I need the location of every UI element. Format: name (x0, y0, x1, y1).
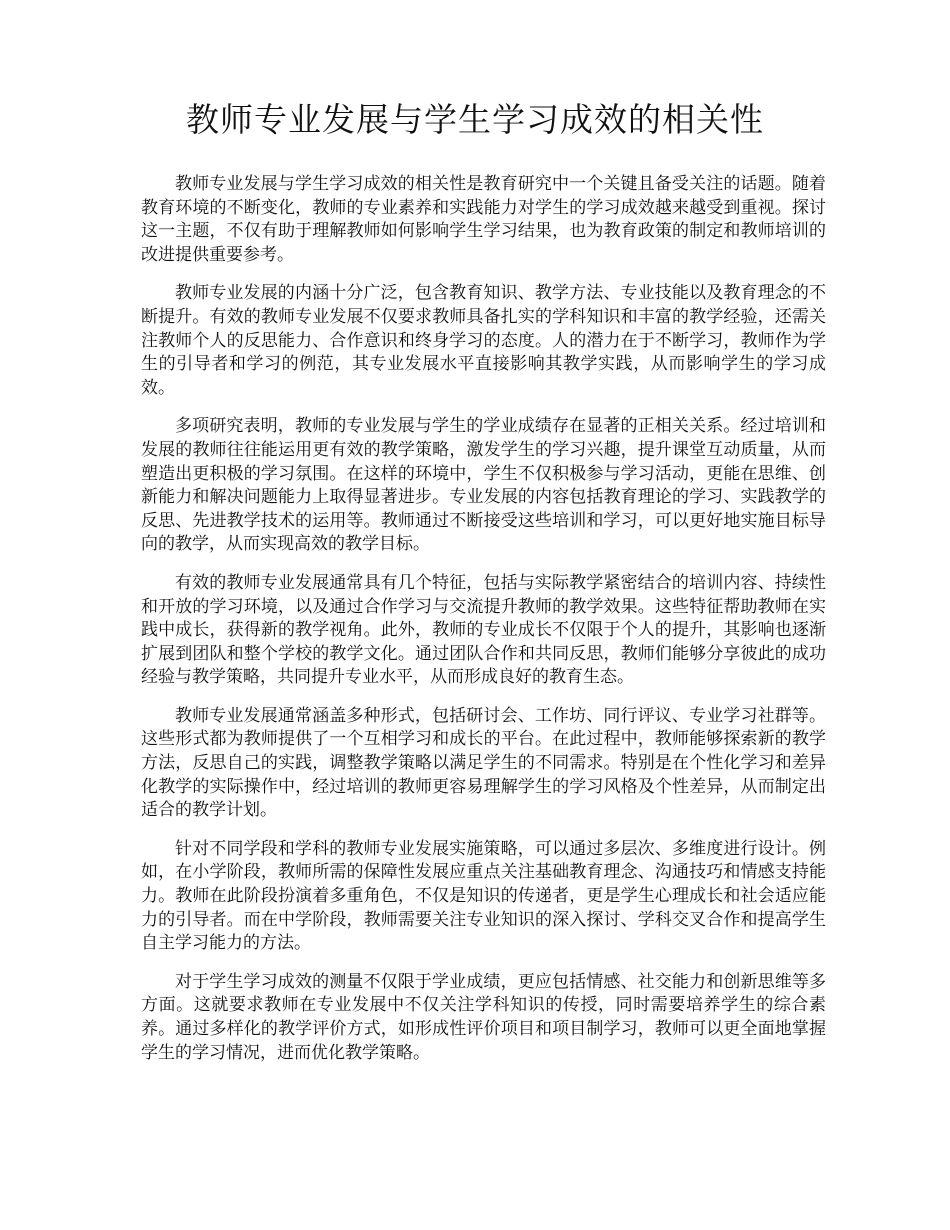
paragraph-2: 教师专业发展的内涵十分广泛，包含教育知识、教学方法、专业技能以及教育理念的不断提升。有效的教师专业发展不仅要求教师具备扎实的学科知识和丰富的教学经验，还需关注教师个人的反思能力、合作意识和终身学习的态度。人的潜力在于不断学习，教师作为学生的引导者和学习的例范，其专业发展水平直接影响其教学实践，从而影响学生的学习成效。 (141, 283, 826, 398)
paragraph-1: 教师专业发展与学生学习成效的相关性是教育研究中一个关键且备受关注的话题。随着教育环境的不断变化，教师的专业素养和实践能力对学生的学习成效越来越受到重视。探讨这一主题，不仅有助于理解教师如何影响学生学习结果，也为教育政策的制定和教师培训的改进提供重要参考。 (141, 174, 826, 265)
paragraph-4: 有效的教师专业发展通常具有几个特征，包括与实际教学紧密结合的培训内容、持续性和开放的学习环境，以及通过合作学习与交流提升教师的教学效果。这些特征帮助教师在实践中成长，获得新的教学视角。此外，教师的专业成长不仅限于个人的提升，其影响也逐渐扩展到团队和整个学校的教学文化。通过团队合作和共同反思，教师们能够分享彼此的成功经验与教学策略，共同提升专业水平，从而形成良好的教育生态。 (141, 572, 826, 688)
document-body (141, 173, 826, 1080)
paragraph-3: 多项研究表明，教师的专业发展与学生的学业成绩存在显著的正相关关系。经过培训和发展的教师往往能运用更有效的教学策略，激发学生的学习兴趣，提升课堂互动质量，从而塑造出更积极的学习氛围。在这样的环境中，学生不仅积极参与学习活动，更能在思维、创新能力和解决问题能力上取得显著进步。专业发展的内容包括教育理论的学习、实践教学的反思、先进教学技术的运用等。教师通过不断接受这些培训和学习，可以更好地实施目标导向的教学，从而实现高效的教学目标。 (141, 416, 826, 555)
paragraph-7: 对于学生学习成效的测量不仅限于学业成绩，更应包括情感、社交能力和创新思维等多方面。这就要求教师在专业发展中不仅关注学科知识的传授，同时需要培养学生的综合素养。通过多样化的教学评价方式，如形成性评价项目和项目制学习，教师可以更全面地掌握学生的学习情况，进而优化教学策略。 (141, 971, 826, 1063)
paragraph-5: 教师专业发展通常涵盖多种形式，包括研讨会、工作坊、同行评议、专业学习社群等。这些形式都为教师提供了一个互相学习和成长的平台。在此过程中，教师能够探索新的教学方法，反思自己的实践，调整教学策略以满足学生的不同需求。特别是在个性化学习和差异化教学的实际操作中，经过培训的教师更容易理解学生的学习风格及个性差异，从而制定出适合的教学计划。 (141, 705, 826, 821)
paragraph-6: 针对不同学段和学科的教师专业发展实施策略，可以通过多层次、多维度进行设计。例如，在小学阶段，教师所需的保障性发展应重点关注基础教育理念、沟通技巧和情感支持能力。教师在此阶段扮演着多重角色，不仅是知识的传递者，更是学生心理成长和社会适应能力的引导者。而在中学阶段，教师需要关注专业知识的深入探讨、学科交叉合作和提高学生自主学习能力的方法。 (141, 838, 826, 954)
document-title: 教师专业发展与学生学习成效的相关性 (186, 100, 764, 139)
